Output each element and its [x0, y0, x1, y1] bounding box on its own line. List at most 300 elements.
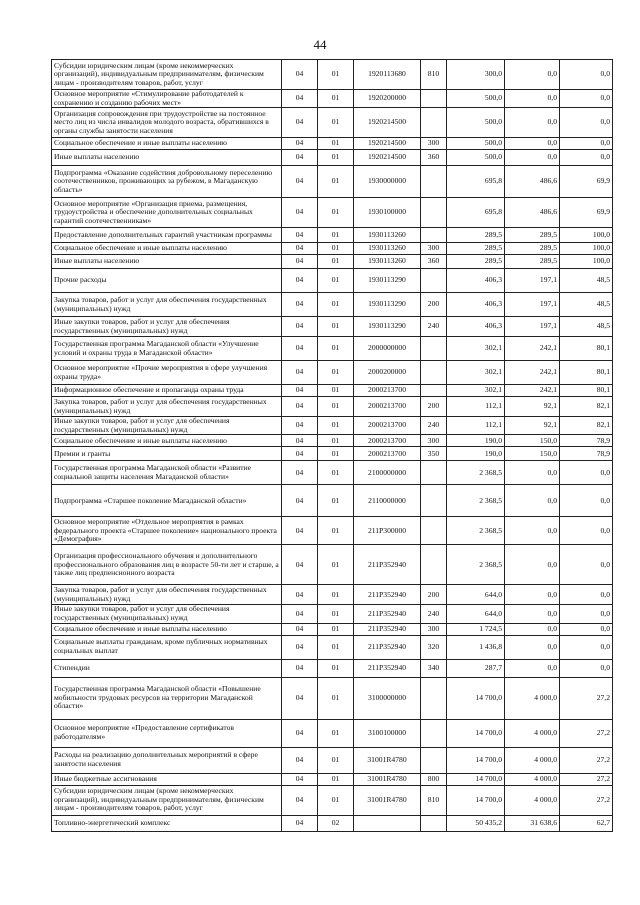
table-row — [52, 623, 613, 635]
planned-amount: 2 368,5 — [447, 545, 505, 585]
planned-amount: 406,3 — [447, 269, 505, 293]
row-name: Основное мероприятие «Прочие мероприятия в сфере улучшения охраны труда» — [52, 361, 282, 385]
table-body — [52, 60, 613, 832]
target-article-code: 211P352940 — [354, 605, 421, 623]
expense-type-code — [421, 228, 447, 243]
execution-percent: 0,0 — [560, 659, 613, 677]
section-code: 04 — [282, 517, 318, 545]
table-row — [52, 397, 613, 417]
table-row — [52, 90, 613, 108]
subsection-code: 02 — [318, 815, 354, 831]
subsection-code: 01 — [318, 773, 354, 785]
row-name: Премии и гранты — [52, 447, 282, 461]
expense-type-code: 300 — [421, 243, 447, 255]
row-name: Иные закупки товаров, работ и услуг для обеспечения государственных (муниципальных) нужд — [52, 417, 282, 435]
row-name: Субсидии юридическим лицам (кроме некоммерческих организаций), индивидуальным предпринимателям, физическим лицам - производителям товаров, работ, услуг — [52, 785, 282, 815]
section-code: 04 — [282, 773, 318, 785]
executed-amount: 150,0 — [505, 435, 560, 447]
executed-amount: 289,5 — [505, 228, 560, 243]
row-name: Государственная программа Магаданской области «Развитие социальной защиты населения Магаданской области» — [52, 461, 282, 485]
execution-percent: 80,1 — [560, 337, 613, 361]
table-row — [52, 269, 613, 293]
target-article-code: 3100000000 — [354, 677, 421, 719]
target-article-code: 1930000000 — [354, 166, 421, 198]
row-name: Подпрограмма «Старшее поколение Магаданской области» — [52, 485, 282, 517]
executed-amount: 289,5 — [505, 255, 560, 269]
expense-type-code — [421, 90, 447, 108]
table-row — [52, 108, 613, 138]
executed-amount: 0,0 — [505, 60, 560, 90]
execution-percent: 80,1 — [560, 385, 613, 397]
target-article-code: 1930113290 — [354, 317, 421, 337]
execution-percent: 0,0 — [560, 60, 613, 90]
target-article-code: 1930100000 — [354, 198, 421, 228]
table-row — [52, 198, 613, 228]
executed-amount: 4 000,0 — [505, 677, 560, 719]
subsection-code: 01 — [318, 485, 354, 517]
planned-amount: 300,0 — [447, 60, 505, 90]
execution-percent: 0,0 — [560, 485, 613, 517]
target-article-code: 2000213700 — [354, 447, 421, 461]
expense-type-code: 810 — [421, 785, 447, 815]
subsection-code: 01 — [318, 719, 354, 747]
executed-amount: 197,1 — [505, 293, 560, 317]
subsection-code: 01 — [318, 447, 354, 461]
executed-amount: 0,0 — [505, 138, 560, 150]
section-code: 04 — [282, 198, 318, 228]
target-article-code: 211P300000 — [354, 517, 421, 545]
row-name: Государственная программа Магаданской области «Повышение мобильности трудовых ресурсов на территории Магаданской области» — [52, 677, 282, 719]
section-code: 04 — [282, 90, 318, 108]
execution-percent: 27,2 — [560, 785, 613, 815]
row-name: Иные выплаты населению — [52, 150, 282, 166]
subsection-code: 01 — [318, 677, 354, 719]
table-row — [52, 138, 613, 150]
subsection-code: 01 — [318, 461, 354, 485]
section-code: 04 — [282, 623, 318, 635]
subsection-code: 01 — [318, 585, 354, 605]
row-name: Государственная программа Магаданской области «Улучшение условий и охраны труда в Магаданской области» — [52, 337, 282, 361]
execution-percent: 27,2 — [560, 747, 613, 773]
planned-amount: 406,3 — [447, 293, 505, 317]
executed-amount: 486,6 — [505, 166, 560, 198]
subsection-code: 01 — [318, 269, 354, 293]
executed-amount: 0,0 — [505, 90, 560, 108]
target-article-code: 1930113260 — [354, 255, 421, 269]
expense-type-code: 240 — [421, 417, 447, 435]
target-article-code: 211P352940 — [354, 659, 421, 677]
planned-amount: 695,8 — [447, 198, 505, 228]
subsection-code: 01 — [318, 417, 354, 435]
executed-amount: 0,0 — [505, 623, 560, 635]
execution-percent: 100,0 — [560, 228, 613, 243]
section-code: 04 — [282, 337, 318, 361]
target-article-code — [354, 815, 421, 831]
section-code: 04 — [282, 166, 318, 198]
execution-percent: 0,0 — [560, 635, 613, 659]
subsection-code: 01 — [318, 198, 354, 228]
row-name: Топливно-энергетический комплекс — [52, 815, 282, 831]
subsection-code: 01 — [318, 623, 354, 635]
target-article-code: 2000000000 — [354, 337, 421, 361]
section-code: 04 — [282, 545, 318, 585]
table-row — [52, 361, 613, 385]
subsection-code: 01 — [318, 785, 354, 815]
expense-type-code: 360 — [421, 150, 447, 166]
table-row — [52, 435, 613, 447]
target-article-code: 211P352940 — [354, 623, 421, 635]
section-code: 04 — [282, 677, 318, 719]
row-name: Основное мероприятие «Отдельное мероприятия в рамках федерального проекта «Старшее поколение» национального проекта «Демография» — [52, 517, 282, 545]
expense-type-code — [421, 485, 447, 517]
section-code: 04 — [282, 585, 318, 605]
row-name: Основное мероприятие «Стимулирование работодателей к сохранению и созданию рабочих мест» — [52, 90, 282, 108]
row-name: Организация сопровождения при трудоустройстве на постоянное место лиц из числа инвалидов молодого возраста, обратившихся в органы службы занятости населения — [52, 108, 282, 138]
table-row — [52, 747, 613, 773]
expense-type-code — [421, 517, 447, 545]
target-article-code: 31001R4780 — [354, 773, 421, 785]
subsection-code: 01 — [318, 605, 354, 623]
table-row — [52, 677, 613, 719]
target-article-code: 1930113290 — [354, 269, 421, 293]
execution-percent: 0,0 — [560, 90, 613, 108]
target-article-code: 1920214500 — [354, 108, 421, 138]
planned-amount: 14 700,0 — [447, 747, 505, 773]
expense-type-code — [421, 108, 447, 138]
row-name: Подпрограмма «Оказание содействия добровольному переселению соотечественников, проживающих за рубежом, в Магаданскую область» — [52, 166, 282, 198]
planned-amount: 287,7 — [447, 659, 505, 677]
section-code: 04 — [282, 293, 318, 317]
subsection-code: 01 — [318, 635, 354, 659]
target-article-code: 211P352940 — [354, 545, 421, 585]
expense-type-code — [421, 677, 447, 719]
subsection-code: 01 — [318, 108, 354, 138]
expense-type-code — [421, 545, 447, 585]
subsection-code: 01 — [318, 60, 354, 90]
row-name: Социальное обеспечение и иные выплаты населению — [52, 243, 282, 255]
row-name: Закупка товаров, работ и услуг для обеспечения государственных (муниципальных) нужд — [52, 585, 282, 605]
execution-percent: 27,2 — [560, 773, 613, 785]
planned-amount: 2 368,5 — [447, 517, 505, 545]
expense-type-code — [421, 337, 447, 361]
table-row — [52, 417, 613, 435]
section-code: 04 — [282, 138, 318, 150]
executed-amount: 4 000,0 — [505, 747, 560, 773]
execution-percent: 0,0 — [560, 623, 613, 635]
target-article-code: 2000200000 — [354, 361, 421, 385]
expense-type-code — [421, 747, 447, 773]
subsection-code: 01 — [318, 90, 354, 108]
executed-amount: 289,5 — [505, 243, 560, 255]
planned-amount: 289,5 — [447, 255, 505, 269]
table-row — [52, 317, 613, 337]
section-code: 04 — [282, 447, 318, 461]
row-name: Иные бюджетные ассигнования — [52, 773, 282, 785]
planned-amount: 500,0 — [447, 150, 505, 166]
expense-type-code: 240 — [421, 317, 447, 337]
table-row — [52, 659, 613, 677]
planned-amount: 112,1 — [447, 397, 505, 417]
table-row — [52, 255, 613, 269]
executed-amount: 92,1 — [505, 397, 560, 417]
expense-type-code: 360 — [421, 255, 447, 269]
planned-amount: 14 700,0 — [447, 785, 505, 815]
row-name: Стипендии — [52, 659, 282, 677]
execution-percent: 48,5 — [560, 293, 613, 317]
planned-amount: 302,1 — [447, 385, 505, 397]
section-code: 04 — [282, 361, 318, 385]
target-article-code: 1930113260 — [354, 228, 421, 243]
execution-percent: 100,0 — [560, 243, 613, 255]
expense-type-code: 300 — [421, 435, 447, 447]
section-code: 04 — [282, 461, 318, 485]
target-article-code: 2000213700 — [354, 385, 421, 397]
section-code: 04 — [282, 417, 318, 435]
section-code: 04 — [282, 150, 318, 166]
execution-percent: 0,0 — [560, 585, 613, 605]
subsection-code: 01 — [318, 397, 354, 417]
execution-percent: 0,0 — [560, 605, 613, 623]
expense-type-code: 200 — [421, 293, 447, 317]
expense-type-code — [421, 198, 447, 228]
table-row — [52, 545, 613, 585]
subsection-code: 01 — [318, 228, 354, 243]
execution-percent: 27,2 — [560, 677, 613, 719]
subsection-code: 01 — [318, 659, 354, 677]
executed-amount: 242,1 — [505, 361, 560, 385]
execution-percent: 69,9 — [560, 166, 613, 198]
executed-amount: 0,0 — [505, 461, 560, 485]
section-code: 04 — [282, 385, 318, 397]
section-code: 04 — [282, 435, 318, 447]
row-name: Основное мероприятие «Предоставление сертификатов работодателям» — [52, 719, 282, 747]
subsection-code: 01 — [318, 545, 354, 585]
subsection-code: 01 — [318, 293, 354, 317]
row-name: Основное мероприятие «Организация приема, размещения, трудоустройства и обеспечение дополнительных социальных гарантий соотечественникам» — [52, 198, 282, 228]
subsection-code: 01 — [318, 317, 354, 337]
planned-amount: 289,5 — [447, 228, 505, 243]
subsection-code: 01 — [318, 517, 354, 545]
expense-type-code — [421, 361, 447, 385]
planned-amount: 406,3 — [447, 317, 505, 337]
execution-percent: 78,9 — [560, 447, 613, 461]
row-name: Закупка товаров, работ и услуг для обеспечения государственных (муниципальных) нужд — [52, 293, 282, 317]
expense-type-code — [421, 719, 447, 747]
row-name: Социальное обеспечение и иные выплаты населению — [52, 623, 282, 635]
table-row — [52, 785, 613, 815]
planned-amount: 1 436,8 — [447, 635, 505, 659]
target-article-code: 1920214500 — [354, 150, 421, 166]
subsection-code: 01 — [318, 255, 354, 269]
row-name: Социальные выплаты гражданам, кроме публичных нормативных социальных выплат — [52, 635, 282, 659]
planned-amount: 190,0 — [447, 435, 505, 447]
expense-type-code: 350 — [421, 447, 447, 461]
section-code: 04 — [282, 485, 318, 517]
target-article-code: 211P352940 — [354, 635, 421, 659]
target-article-code: 2000213700 — [354, 435, 421, 447]
execution-percent: 0,0 — [560, 150, 613, 166]
subsection-code: 01 — [318, 150, 354, 166]
table-row — [52, 485, 613, 517]
row-name: Иные закупки товаров, работ и услуг для обеспечения государственных (муниципальных) нужд — [52, 605, 282, 623]
executed-amount: 242,1 — [505, 337, 560, 361]
section-code: 04 — [282, 747, 318, 773]
section-code: 04 — [282, 60, 318, 90]
planned-amount: 289,5 — [447, 243, 505, 255]
execution-percent: 82,1 — [560, 397, 613, 417]
planned-amount: 500,0 — [447, 138, 505, 150]
section-code: 04 — [282, 719, 318, 747]
table-row — [52, 773, 613, 785]
target-article-code: 2000213700 — [354, 417, 421, 435]
planned-amount: 302,1 — [447, 337, 505, 361]
executed-amount: 0,0 — [505, 635, 560, 659]
table-row — [52, 605, 613, 623]
target-article-code: 2110000000 — [354, 485, 421, 517]
section-code: 04 — [282, 243, 318, 255]
execution-percent: 0,0 — [560, 545, 613, 585]
planned-amount: 14 700,0 — [447, 773, 505, 785]
executed-amount: 0,0 — [505, 545, 560, 585]
target-article-code: 211P352940 — [354, 585, 421, 605]
execution-percent: 78,9 — [560, 435, 613, 447]
table-row — [52, 150, 613, 166]
subsection-code: 01 — [318, 138, 354, 150]
target-article-code: 31001R4780 — [354, 785, 421, 815]
execution-percent: 27,2 — [560, 719, 613, 747]
execution-percent: 48,5 — [560, 317, 613, 337]
executed-amount: 92,1 — [505, 417, 560, 435]
table-row — [52, 243, 613, 255]
target-article-code: 1930113290 — [354, 293, 421, 317]
executed-amount: 0,0 — [505, 485, 560, 517]
execution-percent: 82,1 — [560, 417, 613, 435]
table-row — [52, 585, 613, 605]
execution-percent: 62,7 — [560, 815, 613, 831]
expense-type-code — [421, 166, 447, 198]
executed-amount: 0,0 — [505, 605, 560, 623]
planned-amount: 14 700,0 — [447, 719, 505, 747]
expense-type-code: 200 — [421, 397, 447, 417]
planned-amount: 302,1 — [447, 361, 505, 385]
subsection-code: 01 — [318, 747, 354, 773]
execution-percent: 0,0 — [560, 138, 613, 150]
subsection-code: 01 — [318, 385, 354, 397]
planned-amount: 50 435,2 — [447, 815, 505, 831]
expense-type-code: 340 — [421, 659, 447, 677]
execution-percent: 48,5 — [560, 269, 613, 293]
planned-amount: 190,0 — [447, 447, 505, 461]
table-row — [52, 337, 613, 361]
expense-type-code: 320 — [421, 635, 447, 659]
row-name: Информационное обеспечение и пропаганда охраны труда — [52, 385, 282, 397]
planned-amount: 2 368,5 — [447, 461, 505, 485]
section-code: 04 — [282, 317, 318, 337]
row-name: Закупка товаров, работ и услуг для обеспечения государственных (муниципальных) нужд — [52, 397, 282, 417]
target-article-code: 1920200000 — [354, 90, 421, 108]
expense-type-code: 810 — [421, 60, 447, 90]
section-code: 04 — [282, 397, 318, 417]
subsection-code: 01 — [318, 243, 354, 255]
executed-amount: 0,0 — [505, 108, 560, 138]
planned-amount: 644,0 — [447, 585, 505, 605]
planned-amount: 644,0 — [447, 605, 505, 623]
section-code: 04 — [282, 785, 318, 815]
subsection-code: 01 — [318, 361, 354, 385]
expense-type-code: 300 — [421, 138, 447, 150]
expense-type-code: 800 — [421, 773, 447, 785]
table-row — [52, 385, 613, 397]
execution-percent: 0,0 — [560, 517, 613, 545]
table-row — [52, 293, 613, 317]
budget-table — [51, 59, 613, 832]
target-article-code: 1920214500 — [354, 138, 421, 150]
table-row — [52, 228, 613, 243]
row-name: Расходы на реализацию дополнительных мероприятий в сфере занятости населения — [52, 747, 282, 773]
executed-amount: 486,6 — [505, 198, 560, 228]
executed-amount: 0,0 — [505, 659, 560, 677]
target-article-code: 2100000000 — [354, 461, 421, 485]
executed-amount: 31 638,6 — [505, 815, 560, 831]
planned-amount: 2 368,5 — [447, 485, 505, 517]
executed-amount: 242,1 — [505, 385, 560, 397]
expense-type-code: 240 — [421, 605, 447, 623]
expense-type-code — [421, 461, 447, 485]
row-name: Социальное обеспечение и иные выплаты населению — [52, 138, 282, 150]
executed-amount: 4 000,0 — [505, 785, 560, 815]
execution-percent: 80,1 — [560, 361, 613, 385]
planned-amount: 500,0 — [447, 90, 505, 108]
section-code: 04 — [282, 228, 318, 243]
target-article-code: 1930113260 — [354, 243, 421, 255]
table-row — [52, 447, 613, 461]
executed-amount: 197,1 — [505, 317, 560, 337]
page-number: 44 — [313, 37, 327, 52]
expense-type-code — [421, 385, 447, 397]
target-article-code: 3100100000 — [354, 719, 421, 747]
section-code: 04 — [282, 605, 318, 623]
row-name: Прочие расходы — [52, 269, 282, 293]
row-name: Иные выплаты населению — [52, 255, 282, 269]
subsection-code: 01 — [318, 337, 354, 361]
execution-percent: 0,0 — [560, 461, 613, 485]
target-article-code: 1920113680 — [354, 60, 421, 90]
row-name: Организация профессионального обучения и дополнительного профессионального образования лиц в возрасте 50-ти лет и старше, а также лиц предпенсионного возраста — [52, 545, 282, 585]
executed-amount: 197,1 — [505, 269, 560, 293]
planned-amount: 1 724,5 — [447, 623, 505, 635]
executed-amount: 0,0 — [505, 585, 560, 605]
subsection-code: 01 — [318, 435, 354, 447]
executed-amount: 0,0 — [505, 150, 560, 166]
expense-type-code: 300 — [421, 623, 447, 635]
target-article-code: 31001R4780 — [354, 747, 421, 773]
target-article-code: 2000213700 — [354, 397, 421, 417]
table-row — [52, 166, 613, 198]
section-code: 04 — [282, 815, 318, 831]
planned-amount: 500,0 — [447, 108, 505, 138]
execution-percent: 100,0 — [560, 255, 613, 269]
executed-amount: 4 000,0 — [505, 719, 560, 747]
row-name: Субсидии юридическим лицам (кроме некоммерческих организаций), индивидуальным предпринимателям, физическим лицам - производителям товаров, работ, услуг — [52, 60, 282, 90]
row-name: Социальное обеспечение и иные выплаты населению — [52, 435, 282, 447]
executed-amount: 150,0 — [505, 447, 560, 461]
row-name: Иные закупки товаров, работ и услуг для обеспечения государственных (муниципальных) нужд — [52, 317, 282, 337]
section-code: 04 — [282, 659, 318, 677]
table-row — [52, 815, 613, 831]
execution-percent: 69,9 — [560, 198, 613, 228]
executed-amount: 0,0 — [505, 517, 560, 545]
planned-amount: 695,8 — [447, 166, 505, 198]
